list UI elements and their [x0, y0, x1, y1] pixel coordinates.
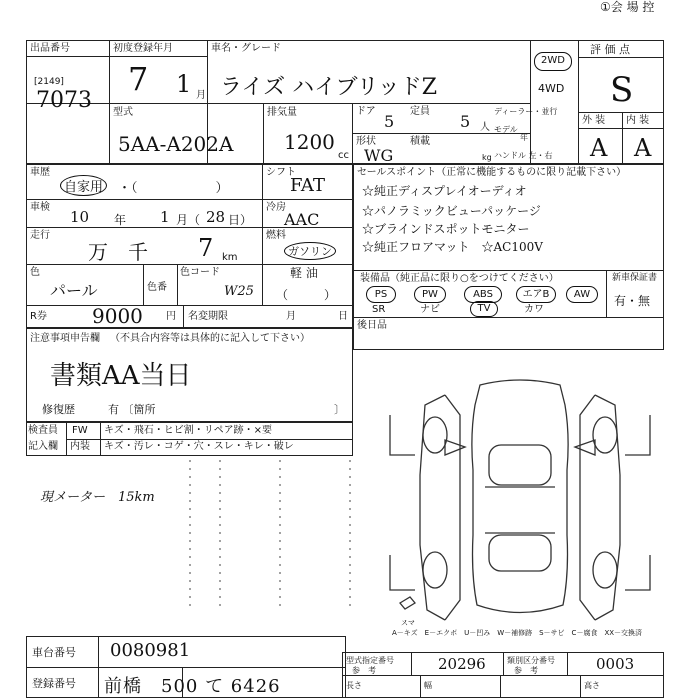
doors-label: ドア — [356, 106, 376, 117]
color-code: W25 — [224, 284, 254, 299]
rear-items-label: 後日品 — [357, 320, 387, 331]
equip-sr: SR — [372, 304, 386, 315]
registration-year: 7 — [128, 60, 149, 98]
damage-legend: A－キズ E－エクボ U－凹み W－補修跡 S－サビ C－腐食 XX－交換済 — [392, 629, 643, 637]
guide-dots — [150, 460, 360, 610]
inspection-month-unit: 月（ — [176, 213, 201, 227]
equip-leather: カワ — [524, 304, 544, 315]
diagram-smap: スマ — [401, 619, 415, 627]
class-no-label: 類別区分番号 — [507, 656, 555, 665]
exterior-grade: A — [590, 134, 608, 162]
sales-point-1: ☆純正ディスプレイオーディオ — [362, 184, 527, 198]
recycle-value: 9000 — [92, 304, 143, 328]
car-damage-diagram — [385, 375, 655, 630]
car-name-label: 車名・グレード — [211, 43, 281, 54]
equipment-label: 装備品（純正品に限り○をつけてください） — [360, 273, 559, 284]
dim-height: 高さ — [584, 681, 600, 690]
class-no-ref: 参 考 — [514, 666, 538, 675]
capacity-value: 5 — [460, 112, 471, 131]
body-label: 形状 — [356, 136, 376, 147]
equip-abs: ABS — [464, 286, 502, 303]
inspector-row2: キズ・汚レ・コゲ・穴・スレ・キレ・破レ — [104, 441, 294, 452]
inspector-label-1: 検査員 — [28, 425, 58, 436]
dim-length: 長さ — [346, 681, 362, 690]
inspection-year-unit: 年 — [114, 213, 127, 227]
model-spec-ref: 参 考 — [352, 666, 376, 675]
lot-sub: [2149] — [34, 77, 64, 87]
sales-point-3: ☆ブラインドスポットモニター — [362, 222, 530, 236]
history-value: 自家用 — [60, 175, 107, 196]
name-change-month: 月 — [286, 311, 296, 322]
sales-points-label: セールスポイント（正常に機能するものに限り記載下さい） — [357, 167, 627, 178]
mileage-km: 7 — [198, 234, 214, 262]
model-year-label: モデル — [494, 125, 518, 134]
equip-airbag: エアB — [516, 286, 556, 303]
model-value: 5AA-A202A — [118, 132, 234, 156]
mileage-value: 万 千 — [88, 240, 148, 264]
doors-value: 5 — [384, 112, 395, 131]
mileage-unit: km — [222, 252, 238, 263]
warranty-label: 新車保証書 — [612, 273, 658, 283]
sales-point-4: ☆純正フロアマット ☆AC100V — [362, 240, 543, 254]
lot-label: 出品番号 — [30, 43, 70, 54]
inspector-row1: キズ・飛石・ヒビ割・リペア跡・×要 — [104, 425, 272, 436]
history-label: 車歴 — [30, 167, 50, 178]
lot-number: 7073 — [36, 88, 92, 113]
equip-aw: AW — [566, 286, 598, 303]
name-change-label: 名変期限 — [188, 311, 228, 322]
equip-navi: ナビ — [420, 304, 440, 315]
color-label: 色 — [30, 267, 40, 278]
repair-close: 〕 — [334, 403, 345, 416]
plate-label: 登録番号 — [32, 677, 76, 690]
class-no-value: 0003 — [596, 655, 635, 673]
engine-value: 1200 — [284, 130, 335, 154]
inspection-day: 28 — [206, 208, 226, 226]
exterior-label: 外 装 — [582, 115, 606, 126]
venue-label: ①会 場 控 — [600, 0, 655, 14]
mileage-label: 走行 — [30, 230, 50, 241]
inspection-label: 車検 — [30, 202, 50, 213]
dim-width: 幅 — [424, 681, 432, 690]
engine-unit: cc — [338, 150, 349, 161]
interior-grade: A — [634, 134, 652, 162]
fuel-gasoline: ガソリン — [284, 242, 336, 260]
history-rest: ・（ ） — [118, 181, 229, 196]
registration-label: 初度登録年月 — [113, 43, 173, 54]
car-name: ライズ ハイブリッドZ — [220, 75, 437, 100]
cooling-value: AAC — [284, 210, 320, 229]
dealer-label: ディーラー・並行 — [494, 107, 558, 116]
color-value: パール — [50, 281, 98, 300]
handle-label: ハンドル 左・右 — [494, 151, 553, 160]
inspection-month: 1 — [160, 208, 170, 226]
fuel-diesel: 軽 油 — [290, 266, 318, 280]
equip-pw: PW — [414, 286, 446, 303]
load-unit: kg — [482, 153, 492, 162]
capacity-unit: 人 — [480, 122, 490, 133]
repair-value: 有 〔箇所 — [108, 403, 156, 416]
fuel-label: 燃料 — [266, 230, 286, 241]
color-code-label: 色コード — [180, 267, 220, 278]
equip-tv: TV — [470, 301, 498, 317]
warranty-value: 有・無 — [614, 294, 651, 308]
name-change-day: 日 — [338, 311, 348, 322]
repair-label: 修復歴 — [42, 403, 75, 416]
inspection-day-unit: 日） — [228, 213, 253, 227]
shift-label: シフト — [266, 167, 296, 178]
model-spec-label: 型式指定番号 — [346, 656, 394, 665]
engine-label: 排気量 — [267, 107, 297, 118]
registration-month-unit: 月 — [196, 90, 206, 101]
current-meter: 現メーター 15km — [40, 490, 155, 505]
drive-4wd: 4WD — [538, 82, 565, 95]
chassis-label: 車台番号 — [32, 646, 76, 659]
plate-value: 前橋 500 て 6426 — [104, 676, 281, 697]
load-label: 積載 — [410, 136, 430, 147]
notes-hint: （不具合内容等は具体的に記入して下さい） — [110, 333, 310, 344]
chassis-value: 0080981 — [110, 640, 191, 661]
inspection-year: 10 — [70, 208, 90, 226]
cooling-label: 冷房 — [266, 202, 286, 213]
capacity-label: 定員 — [410, 106, 430, 117]
notes-text: 書類AA当日 — [50, 361, 192, 391]
registration-month: 1 — [176, 70, 192, 98]
grade-label: 評 価 点 — [590, 43, 630, 56]
sales-point-2: ☆パノラミックビューパッケージ — [362, 204, 541, 218]
model-label: 型式 — [113, 107, 133, 118]
model-year-unit: 年 — [520, 133, 528, 142]
color-no-label: 色番 — [147, 282, 167, 293]
equip-ps: PS — [366, 286, 396, 303]
recycle-label: R券 — [30, 311, 47, 322]
inspector-label-2: 記入欄 — [28, 441, 58, 452]
inspector-row1-head: FW — [72, 425, 88, 436]
model-spec-value: 20296 — [438, 655, 486, 673]
body-value: WG — [364, 146, 394, 165]
recycle-unit: 円 — [166, 311, 176, 322]
drive-2wd: 2WD — [534, 52, 572, 71]
shift-value: FAT — [290, 175, 325, 196]
notes-label: 注意事項申告欄 — [30, 333, 100, 344]
inspector-row2-head: 内装 — [70, 441, 90, 452]
grade-value: S — [610, 70, 634, 110]
interior-label: 内 装 — [626, 115, 650, 126]
